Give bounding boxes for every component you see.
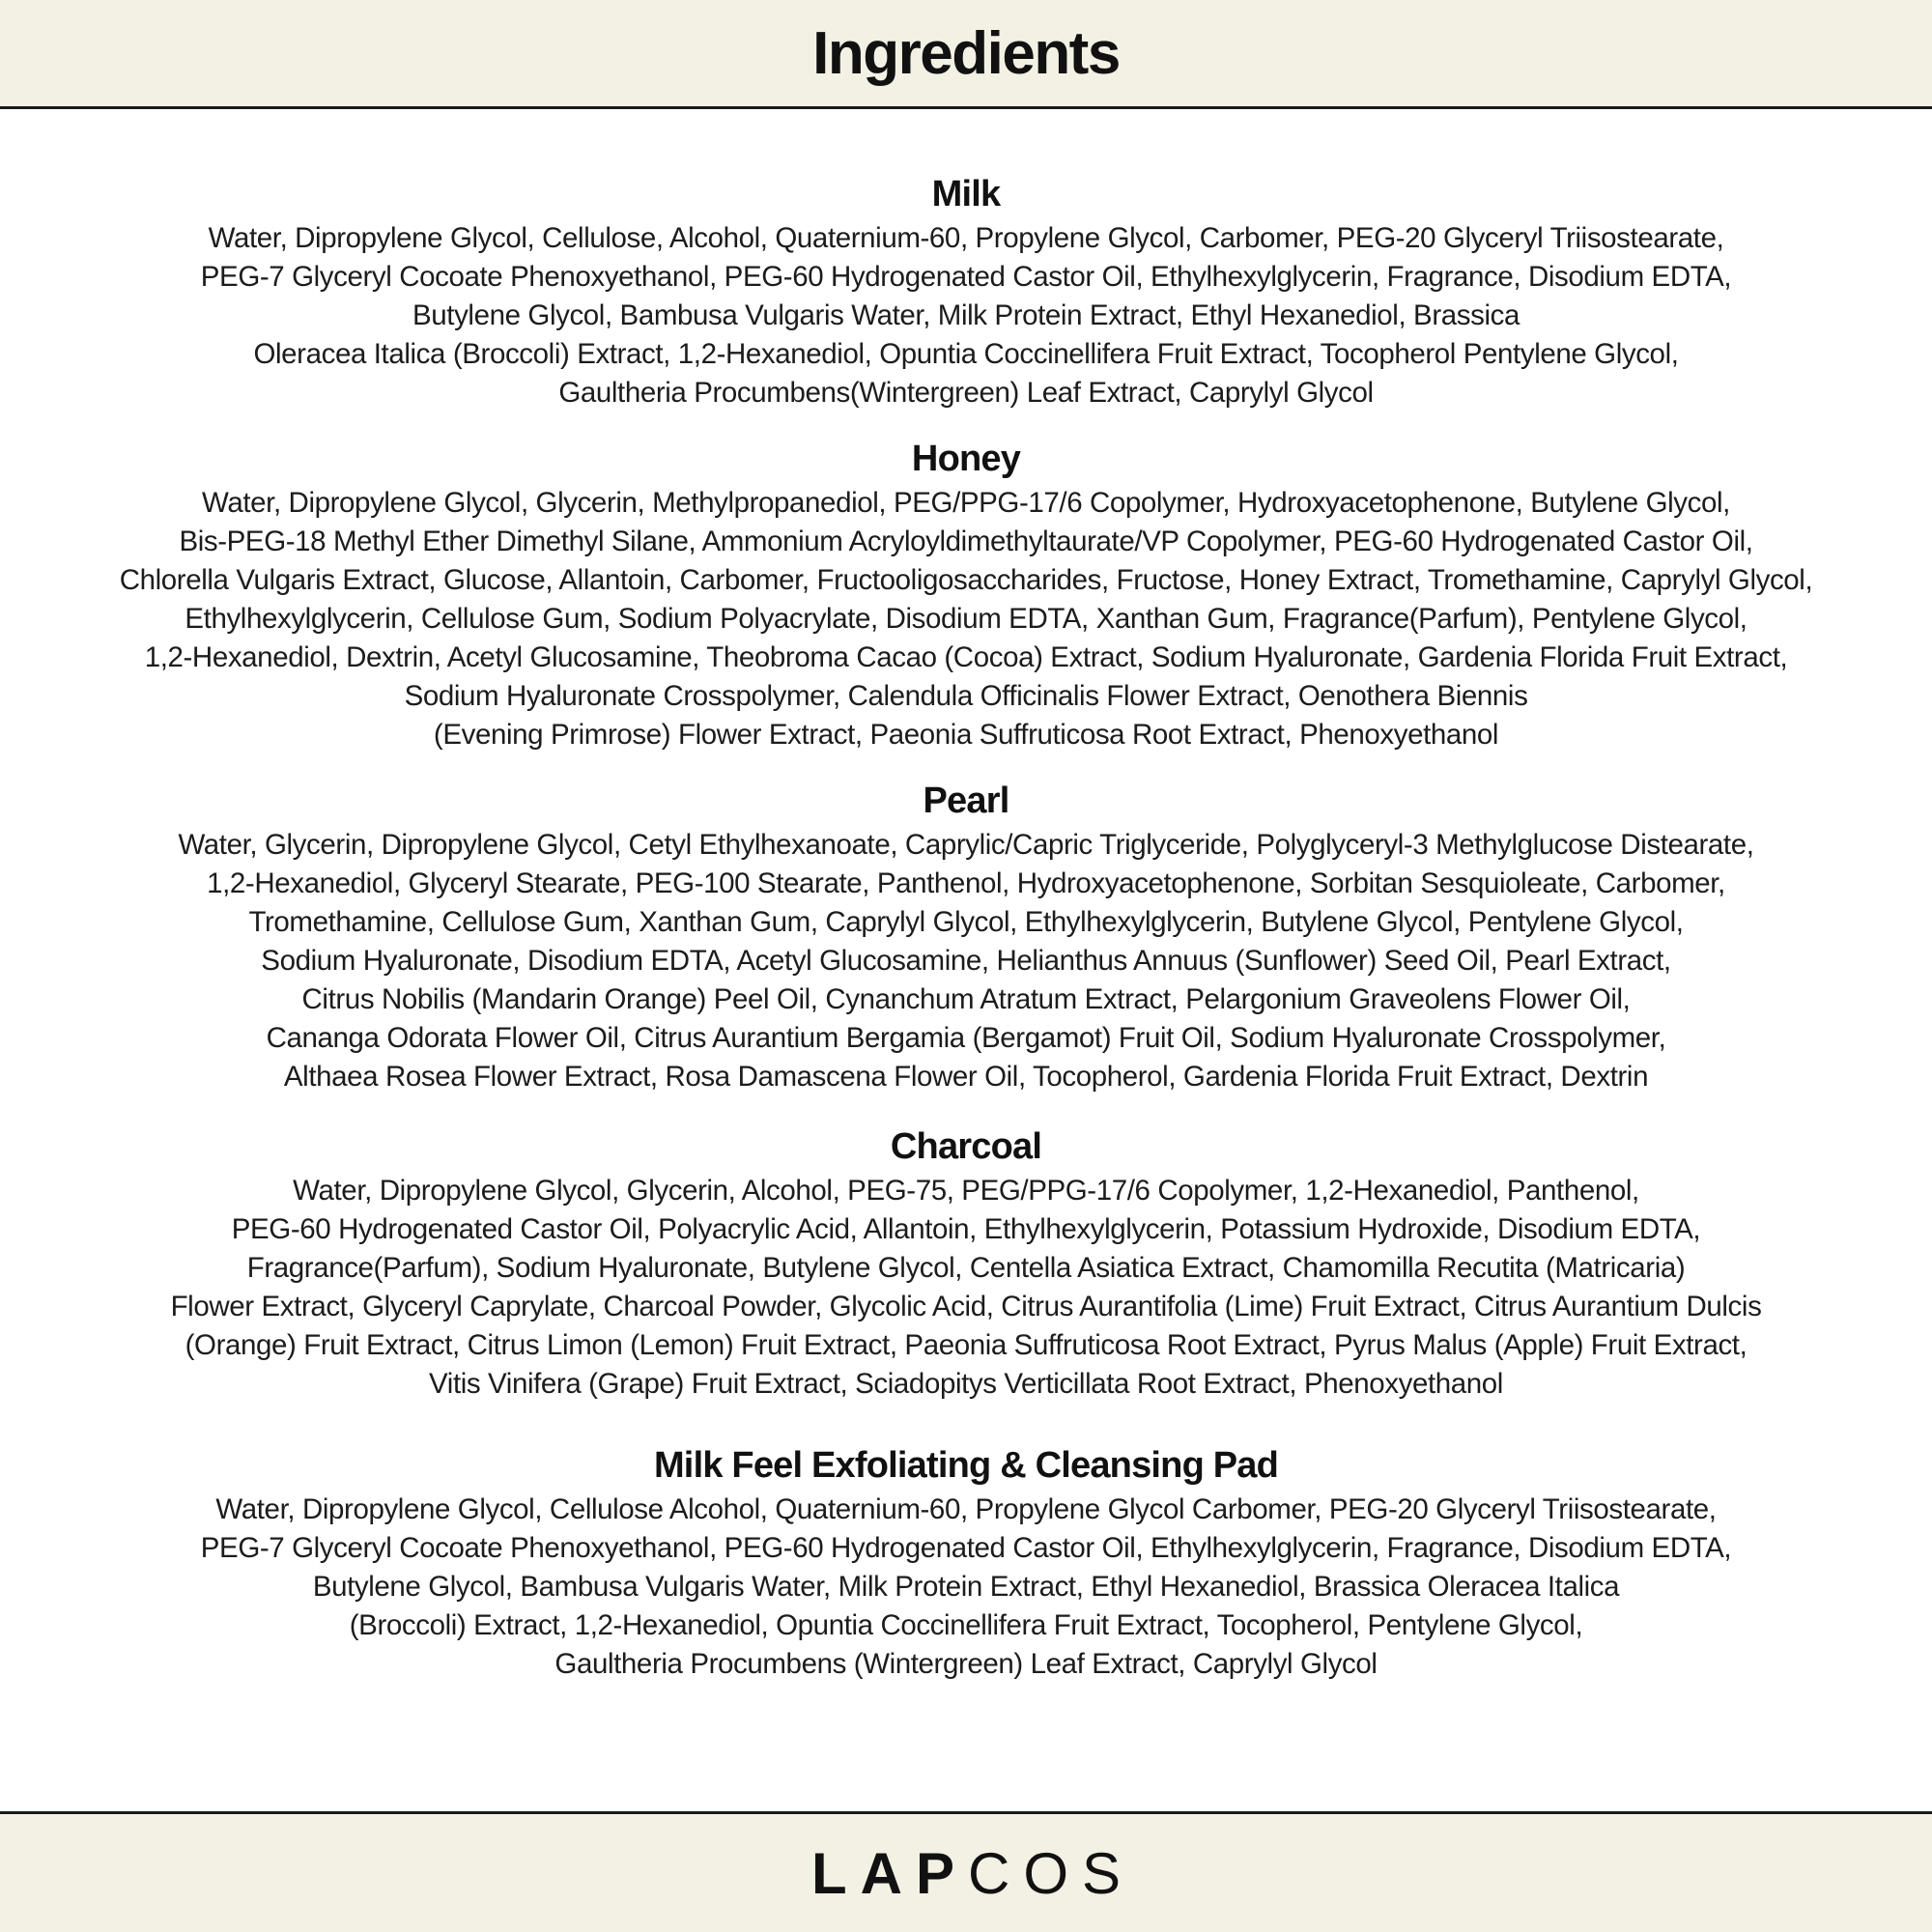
ingredient-line: Butylene Glycol, Bambusa Vulgaris Water, Milk Protein Extract, Ethyl Hexanediol, Brassica	[412, 299, 1520, 331]
ingredient-line: Citrus Nobilis (Mandarin Orange) Peel Oil, Cynanchum Atratum Extract, Pelargonium Graveolens Flower Oil,	[301, 983, 1631, 1015]
ingredient-line: Water, Dipropylene Glycol, Glycerin, Alcohol, PEG-75, PEG/PPG-17/6 Copolymer, 1,2-Hexanediol, Panthenol,	[293, 1175, 1639, 1207]
ingredient-line: Water, Dipropylene Glycol, Glycerin, Methylpropanediol, PEG/PPG-17/6 Copolymer, Hydroxyacetophenone, Butylene Glycol,	[202, 487, 1730, 519]
section-honey	[0, 434, 1932, 754]
ingredient-line: Gaultheria Procumbens (Wintergreen) Leaf Extract, Caprylyl Glycol	[554, 1648, 1378, 1680]
section-title: Pearl	[923, 781, 1009, 821]
header-band	[0, 0, 1932, 109]
section-title: Charcoal	[890, 1126, 1042, 1167]
ingredient-line: Sodium Hyaluronate Crosspolymer, Calendula Officinalis Flower Extract, Oenothera Biennis	[404, 680, 1528, 712]
page-title: Ingredients	[812, 19, 1120, 87]
ingredient-line: PEG-7 Glyceryl Cocoate Phenoxyethanol, PEG-60 Hydrogenated Castor Oil, Ethylhexylglycerin, Fragrance, Disodium EDTA,	[200, 1532, 1732, 1564]
section-pearl	[0, 776, 1932, 1096]
ingredient-line: (Orange) Fruit Extract, Citrus Limon (Lemon) Fruit Extract, Paeonia Suffruticosa Root Extract, Pyrus Malus (Apple) Fruit Extract,	[185, 1329, 1747, 1361]
ingredient-line: PEG-7 Glyceryl Cocoate Phenoxyethanol, PEG-60 Hydrogenated Castor Oil, Ethylhexylglycerin, Fragrance, Disodium EDTA,	[200, 261, 1732, 293]
ingredient-line: Fragrance(Parfum), Sodium Hyaluronate, Butylene Glycol, Centella Asiatica Extract, Chamomilla Recutita (Matricaria)	[246, 1252, 1686, 1284]
section-spacer	[0, 412, 1932, 434]
ingredient-line: Althaea Rosea Flower Extract, Rosa Damascena Flower Oil, Tocopherol, Gardenia Florida Fruit Extract, Dextrin	[283, 1061, 1649, 1093]
ingredient-line: Oleracea Italica (Broccoli) Extract, 1,2-Hexanediol, Opuntia Coccinellifera Fruit Extract, Tocopherol Pentylene Glycol,	[253, 338, 1679, 370]
ingredient-line: Chlorella Vulgaris Extract, Glucose, Allantoin, Carbomer, Fructooligosaccharides, Fructose, Honey Extract, Tromethamine, Caprylyl Glycol,	[119, 564, 1813, 596]
logo-bold-part: LAP	[810, 1840, 968, 1906]
section-spacer	[0, 1096, 1932, 1122]
section-milk-feel-pad	[0, 1440, 1932, 1684]
section-milk	[0, 169, 1932, 412]
ingredient-line: Ethylhexylglycerin, Cellulose Gum, Sodium Polyacrylate, Disodium EDTA, Xanthan Gum, Fragrance(Parfum), Pentylene Glycol,	[185, 603, 1747, 635]
section-spacer	[0, 754, 1932, 776]
ingredient-line: PEG-60 Hydrogenated Castor Oil, Polyacrylic Acid, Allantoin, Ethylhexylglycerin, Potassium Hydroxide, Disodium EDTA,	[231, 1213, 1701, 1245]
ingredient-line: 1,2-Hexanediol, Glyceryl Stearate, PEG-100 Stearate, Panthenol, Hydroxyacetophenone, Sorbitan Sesquioleate, Carbomer,	[207, 867, 1725, 899]
ingredient-line: Sodium Hyaluronate, Disodium EDTA, Acetyl Glucosamine, Helianthus Annuus (Sunflower) Seed Oil, Pearl Extract,	[261, 945, 1671, 977]
ingredient-line: Butylene Glycol, Bambusa Vulgaris Water, Milk Protein Extract, Ethyl Hexanediol, Brassica Oleracea Italica	[312, 1571, 1620, 1603]
brand-logo	[798, 1840, 1134, 1907]
ingredient-line: 1,2-Hexanediol, Dextrin, Acetyl Glucosamine, Theobroma Cacao (Cocoa) Extract, Sodium Hyaluronate, Gardenia Florida Fruit Extract,	[144, 641, 1788, 673]
section-title: Milk Feel Exfoliating & Cleansing Pad	[653, 1445, 1279, 1486]
footer-band	[0, 1811, 1932, 1932]
logo-light-part: COS	[967, 1840, 1135, 1906]
ingredient-line: Bis-PEG-18 Methyl Ether Dimethyl Silane, Ammonium Acryloyldimethyltaurate/VP Copolymer, PEG-60 Hydrogenated Castor Oil,	[179, 526, 1753, 557]
ingredient-line: Tromethamine, Cellulose Gum, Xanthan Gum, Caprylyl Glycol, Ethylhexylglycerin, Butylene Glycol, Pentylene Glycol,	[248, 906, 1684, 938]
ingredient-line: Water, Dipropylene Glycol, Cellulose Alcohol, Quaternium-60, Propylene Glycol Carbomer, PEG-20 Glyceryl Triisostearate,	[215, 1493, 1717, 1525]
ingredients-list	[0, 109, 1932, 1811]
ingredient-line: (Broccoli) Extract, 1,2-Hexanediol, Opuntia Coccinellifera Fruit Extract, Tocopherol, Pentylene Glycol,	[349, 1609, 1583, 1641]
section-charcoal	[0, 1122, 1932, 1404]
section-spacer	[0, 1404, 1932, 1440]
ingredient-line: Cananga Odorata Flower Oil, Citrus Aurantium Bergamia (Bergamot) Fruit Oil, Sodium Hyaluronate Crosspolymer,	[266, 1022, 1666, 1054]
ingredient-line: Gaultheria Procumbens(Wintergreen) Leaf Extract, Caprylyl Glycol	[558, 377, 1374, 409]
section-title: Milk	[931, 174, 1001, 214]
ingredient-line: Water, Glycerin, Dipropylene Glycol, Cetyl Ethylhexanoate, Caprylic/Capric Triglyceride, Polyglyceryl-3 Methylglucose Distearate,	[178, 829, 1754, 861]
ingredient-line: Water, Dipropylene Glycol, Cellulose, Alcohol, Quaternium-60, Propylene Glycol, Carbomer, PEG-20 Glyceryl Triisostearate,	[208, 222, 1724, 254]
ingredient-line: (Evening Primrose) Flower Extract, Paeonia Suffruticosa Root Extract, Phenoxyethanol	[433, 719, 1499, 751]
section-title: Honey	[911, 439, 1021, 479]
ingredient-line: Vitis Vinifera (Grape) Fruit Extract, Sciadopitys Verticillata Root Extract, Phenoxyethanol	[429, 1368, 1503, 1400]
ingredient-line: Flower Extract, Glyceryl Caprylate, Charcoal Powder, Glycolic Acid, Citrus Aurantifolia (Lime) Fruit Extract, Citrus Aurantium Dulcis	[170, 1291, 1762, 1322]
